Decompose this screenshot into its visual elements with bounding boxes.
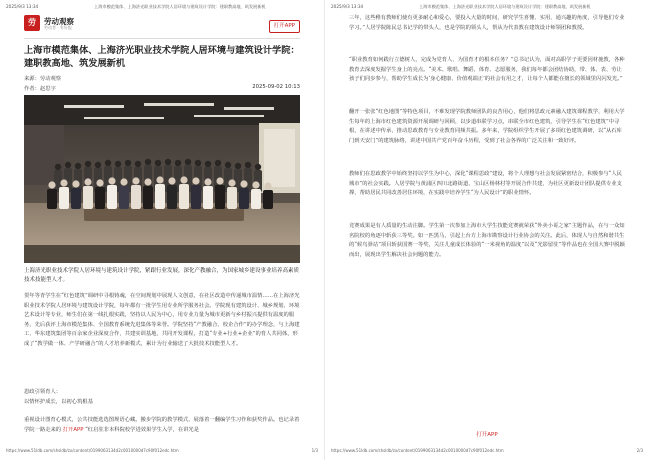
body-paragraph: 竞赛成果是有人质量的生动注脚。学生第一次参加上海市大学生技能竞赛就荣获“外卖小哥之家”主题作品，在与一众知名院校的角逐中斩获三等奖。如一匹黑马，引起上台方上海市勘察设计行业协会的关注。此后，体现人与自然和谐共生的“候鸟驿站”项目斩获国赛一等奖，关注儿童成长体验的“一米视角的温度”以及“光影留驻”等作品也在全国大赛中脱颖而出，展现出学生解决社会问题的能力。 <box>349 223 625 258</box>
body-section-1 <box>24 292 300 384</box>
print-header <box>6 4 318 12</box>
print-doc-title: 上海市模范集体、上海济光职业技术学院人居环境与建筑设计学院：建职教高地、筑发展新机 <box>419 4 591 9</box>
open-app-button[interactable]: 打开APP <box>269 20 300 33</box>
body-paragraph: “职业教育如何践行立德树人，完成为党育人、为国育才的根本任务？”总书记认为，面对高职学子更要因材施教，各种教育去深度发掘学生身上的亮点。“美术、歌唱、舞蹈、体育、志愿服务，我们每年都会团结协助，带、体、表、劳让孩子们同步参与，帮助学生成长为‘身心健康、价值观端正’的社会有用之才，让每个人都能在擅长的领域里闪闪发光。” <box>349 57 625 83</box>
body-paragraph: 翻开一张张“红色地图”等特色项目，不难发现学院教师团队的良苦用心，他们将思政元素融入建筑课程教学，利用大学生每年的上海市红色建筑资源开展调研与回顾，以步道串联学习点，串联全市红色建筑，引导学生在“红色建筑”中寻根，在讲述中传承，推动思政教育与专业教育同频共振。多年来，学院组织学生开展了多项红色建筑调研，以“从石库门到天安门”的建筑脉络，讲述中国共产党百年奋斗历程，受到了社会各界的广泛关注和一致好评。 <box>349 109 625 144</box>
article-source: 来源：劳动观察 <box>24 76 62 82</box>
body-block-3 <box>349 108 625 164</box>
print-url[interactable]: https://www.51ldb.com/shsldb/zx/content/0199063134d2c0010000d7c90f012edc.htm <box>331 448 504 453</box>
body-block-5 <box>349 222 625 278</box>
inline-open-app-button[interactable]: 打开APP <box>62 426 84 433</box>
photo-caption: 上海济光职业技术学院人居环境与建筑设计学院，紧跟行业发展，深化产教融合，为国家城乡建设事业培养高素质技术技能型人才。 <box>24 268 300 283</box>
body-block-2 <box>349 56 625 102</box>
article-date: 2025-09-02 10:13 <box>252 84 300 90</box>
print-header <box>331 4 643 12</box>
print-url[interactable]: https://www.51ldb.com/shsldb/zx/content/0199063134d2c0010000d7c90f012edc.htm <box>6 448 179 453</box>
body-tail-text: 重视设计图育心模式，公共技能选选图规语心藏。搬步学院的教学模式，展落着一翻编学生习作和获奖作品。也记录着学院一路走来的 <box>24 417 300 433</box>
body-section-2 <box>24 416 300 446</box>
body-paragraph: 教师们在思政教学中始终坚持以学生为中心，深化“课程思政”建设，将个人理想与社会发展紧密结合，积极参与“人民城市”的社会实践。人居学院与黄浦区四川北路街道、宝山区杨林村等开展合作共建，为社区更新设计团队提供专业支撑，帮助居民共同改善居住环境，在实践中培养学生“为人民设计”的职业情怀。 <box>349 171 622 197</box>
page-number: 2/3 <box>636 448 643 453</box>
print-doc-title: 上海市模范集体、上海济光职业技术学院人居环境与建筑设计学院：建职教高地、筑发展新机 <box>94 4 266 9</box>
brand-name: 劳动观察 <box>44 17 74 26</box>
body-paragraph: 三年，这些稚有教师们使有更多耐心和爱心，要投入大量的时间，研究学生喜懂、实用、通兴趣的角度，引导他们专业学习。”人居学院陈民总书记学的带头人，也是学院的领头人，帮从为代表教在建筑设计师领团和教授。 <box>349 15 625 31</box>
page-number: 1/3 <box>311 448 318 453</box>
body-tail-text-2: “红启驻非本科院校学进效果学生入学，在讲光是 <box>85 426 200 433</box>
body-block-1 <box>349 14 625 50</box>
print-footer <box>6 448 318 456</box>
body-tail <box>24 416 300 435</box>
article-author: 作者：赵思宇 <box>24 86 56 92</box>
section-heading-line-2: 以情怀护成长，以初心筑根基 <box>24 398 93 405</box>
document-page-2 <box>325 0 649 460</box>
print-timestamp: 2025/9/3 13:34 <box>331 4 364 9</box>
print-timestamp: 2025/9/3 13:34 <box>6 4 39 9</box>
article-title: 上海市模范集体、上海济光职业技术学院人居环境与建筑设计学院：建职教高地、筑发展新机 <box>24 45 300 69</box>
body-paragraph: 贺年等青学生在“红色建筑”调研中寻根铸魂，在空间规划中展现人文创意，在社区改造中传递城市温情……在上海济光职业技术学院人居环境与建筑设计学院，每年都有一批学生用专业所学服务社会。学院现有建筑设计、城乡规划、环境艺术设计等专业，师生们在第一线扎根实践，坚持以人民为中心，用专业力量为城市更新与乡村振兴提供有温度的服务，先后获评上海市模范集体、全国教育系统先进集体等荣誉。学院坚持“产教融合、校企合作”的办学理念，与上海建工、华东建筑集团等百余家企业深度合作，共建实训基地，共同开发课程，打造“专业+行业+企业”的育人共同体，形成了“教学做一体、产学研融合”的人才培养新模式，累计为行业输送了大批技术技能型人才。 <box>24 293 300 347</box>
document-page-1 <box>0 0 324 460</box>
print-footer <box>331 448 643 456</box>
section-heading-line-1: 恩政引领育人： <box>24 389 62 395</box>
brand-tagline: 劳动者 · 有好报 <box>44 25 72 30</box>
section-heading <box>24 388 300 407</box>
header-divider <box>24 38 300 39</box>
article-photo <box>24 95 300 263</box>
body-block-4 <box>349 170 625 216</box>
open-app-link[interactable]: 打开APP <box>476 432 498 438</box>
brand-logo: 劳 <box>24 15 40 31</box>
